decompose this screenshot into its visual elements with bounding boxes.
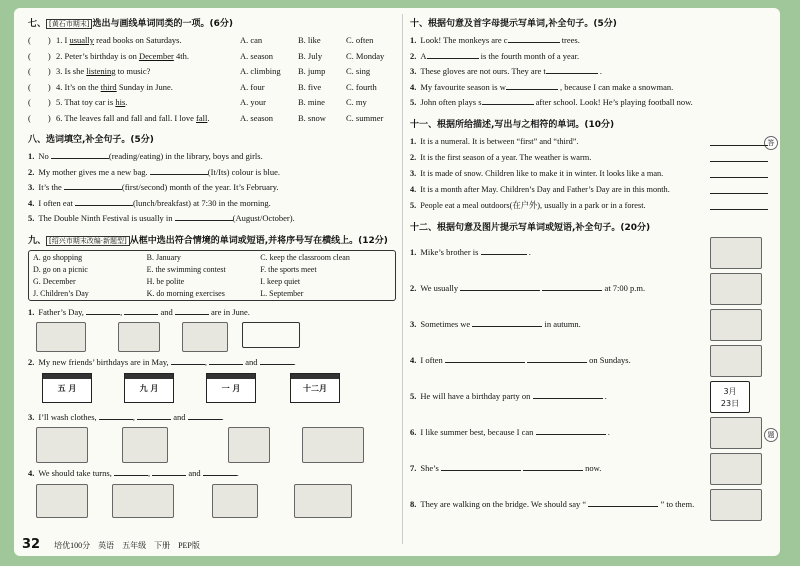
clean-classroom-picture	[294, 484, 352, 518]
option-item: D. go on a picnic	[33, 264, 88, 274]
dancing-picture	[710, 453, 762, 485]
q-number: 6.	[410, 426, 417, 437]
answer-blank[interactable]	[75, 196, 133, 206]
option-item: H. be polite	[146, 276, 185, 286]
question-text: She’s	[420, 462, 441, 473]
q-text: and	[160, 306, 173, 317]
option-a[interactable]: A. can	[240, 35, 263, 45]
q-text: and	[173, 411, 186, 422]
q-number: 5.	[28, 213, 35, 223]
bridge-picture	[710, 489, 762, 521]
fill-row	[410, 80, 772, 96]
picture-row	[410, 237, 772, 273]
answer-blank[interactable]	[546, 64, 598, 74]
answer-line[interactable]	[710, 193, 768, 194]
calendar-month: 3月	[723, 386, 737, 396]
section-8-title: 八、选词填空,补全句子。(5分)	[28, 135, 154, 145]
q-number: 1.	[28, 306, 35, 317]
answer-blank[interactable]	[99, 410, 133, 420]
question-text: It is the first season of a year. The weather is warm.	[420, 152, 592, 162]
swimmer-picture	[182, 322, 228, 352]
option-c[interactable]: C. Monday	[346, 50, 385, 61]
question-text: A	[420, 50, 427, 61]
picture-row	[410, 453, 772, 489]
running-picture	[122, 427, 168, 463]
question-text: .	[597, 66, 603, 76]
option-b[interactable]: B. like	[298, 35, 321, 45]
q-number: 4.	[410, 81, 417, 92]
question-text: 2. Peter’s birthday is on	[56, 50, 139, 61]
question-line	[410, 497, 694, 509]
section-11-title: 十一、根据所给描述,写出与之相符的单词。(10分)	[410, 119, 615, 130]
q3-pictures	[32, 427, 396, 463]
question-text: The Double Ninth Festival is usually in	[38, 213, 175, 223]
answer-blank[interactable]	[124, 305, 158, 315]
side-tab-bottom: 题	[764, 428, 778, 442]
option-c[interactable]: C. sing	[346, 66, 371, 76]
question-text: .	[207, 112, 210, 123]
q1-pictures	[32, 322, 396, 352]
answer-blank[interactable]	[203, 466, 237, 476]
mcq-row	[28, 64, 396, 80]
question-text: is the fourth month of a year.	[478, 50, 580, 61]
answer-blank[interactable]	[523, 461, 583, 471]
question-text: Look! The monkeys are c	[420, 35, 508, 45]
section-11-items	[410, 134, 772, 214]
left-column	[28, 14, 396, 521]
question-text: It is a month after May. Children’s Day and Father’s Day are in this month.	[420, 184, 670, 194]
swimming-picture	[228, 427, 270, 463]
question-text: trees.	[559, 35, 580, 45]
q-number: 2.	[28, 357, 35, 367]
describe-row	[410, 150, 772, 166]
option-b[interactable]: B. July	[298, 50, 323, 61]
section-9-q1: 1. Father’s Day, , and are in June.	[28, 306, 250, 317]
q-text: My new friends’ birthdays are in May,	[38, 357, 169, 367]
q-number: 3.	[28, 182, 35, 192]
q-text: We should take turns,	[38, 468, 112, 478]
answer-line[interactable]	[710, 145, 768, 146]
month-calendar: 十二月	[290, 373, 340, 403]
right-column	[410, 14, 772, 525]
classroom-picture	[118, 322, 160, 352]
side-tab-top: 答	[764, 136, 778, 150]
question-text: 3. Is she	[56, 66, 87, 76]
answer-paren[interactable]: ( )	[28, 81, 51, 92]
answer-line[interactable]	[710, 177, 768, 178]
q-text: I’ll wash clothes,	[38, 411, 97, 422]
question-text: I like summer best, because I can	[420, 426, 536, 437]
answer-blank[interactable]	[188, 410, 222, 420]
q-number: 3.	[410, 318, 417, 329]
q-number: 4.	[28, 197, 35, 208]
question-text: (reading/eating) in the library, boys and girls.	[108, 151, 263, 161]
polite-picture	[112, 484, 174, 518]
section-8-items	[28, 149, 396, 227]
answer-blank[interactable]	[209, 355, 243, 365]
section-10-title: 十、根据句意及首字母提示写单词,补全句子。(5分)	[410, 19, 617, 29]
q-number: 4.	[410, 184, 417, 194]
option-item: I. keep quiet	[260, 276, 301, 286]
picture-row	[410, 381, 772, 417]
picture-row	[410, 345, 772, 381]
answer-blank[interactable]	[481, 245, 527, 255]
answer-blank[interactable]	[482, 95, 534, 105]
question-text: (It/Its) colour is blue.	[207, 166, 281, 177]
question-text: Sometimes we	[420, 318, 473, 329]
swimming-picture	[710, 417, 762, 449]
question-text: (first/second) month of the year. It’s February.	[121, 182, 279, 192]
father-son-picture	[36, 322, 86, 352]
question-text: John often plays s	[420, 97, 482, 107]
question-text: on Sundays.	[587, 354, 631, 365]
answer-blank[interactable]	[445, 353, 525, 363]
option-b[interactable]: B. mine	[298, 97, 325, 107]
q-number: 8.	[410, 498, 417, 509]
answer-blank[interactable]	[150, 165, 208, 175]
section-9-title: 从框中选出符合情境的单词或短语,并将序号写在横线上。(12分)	[129, 235, 388, 246]
worksheet-page	[14, 8, 780, 556]
answer-blank[interactable]	[260, 355, 294, 365]
q-number: 2.	[28, 166, 35, 177]
q-number: 1.	[410, 246, 417, 257]
underlined-word: third	[100, 81, 117, 92]
question-text: These gloves are not ours. They are t	[420, 66, 546, 76]
question-text: .	[125, 97, 128, 107]
answer-blank[interactable]	[472, 317, 542, 327]
fill-row	[28, 165, 396, 181]
option-item: C. keep the classroom clean	[260, 252, 350, 262]
option-item: A. go shopping	[33, 252, 83, 262]
column-divider	[402, 14, 403, 544]
question-line	[410, 389, 607, 401]
question-line	[410, 425, 610, 437]
answer-blank[interactable]	[508, 33, 560, 43]
question-text: 4. It’s on the	[56, 81, 101, 92]
section-7-number: 七、	[28, 19, 47, 29]
answer-paren[interactable]: ( )	[28, 112, 51, 123]
answer-blank[interactable]	[542, 281, 602, 291]
answer-blank[interactable]	[427, 49, 479, 59]
picture-row	[410, 489, 772, 525]
option-c[interactable]: C. fourth	[346, 81, 377, 92]
q-number: 5.	[410, 390, 417, 401]
option-b[interactable]: B. snow	[298, 112, 326, 123]
answer-blank[interactable]	[86, 305, 120, 315]
fill-row	[28, 211, 396, 227]
q-text: and	[188, 468, 201, 478]
exercise-picture	[212, 484, 258, 518]
answer-blank[interactable]	[175, 211, 233, 221]
question-text: .	[602, 390, 607, 401]
family-dinner-picture	[710, 273, 762, 305]
option-box	[28, 250, 396, 301]
book-info: 培优100分 英语 五年级 下册 PEP版	[54, 541, 200, 550]
answer-paren[interactable]: ( )	[28, 35, 51, 45]
q-number: 1.	[410, 35, 417, 45]
underlined-word: listening	[86, 66, 116, 76]
section-9-tag: [绍兴市期末改编·新题型]	[46, 236, 130, 246]
option-item: J. Children’s Day	[33, 288, 89, 298]
answer-paren[interactable]: ( )	[28, 97, 51, 107]
fill-row	[28, 196, 396, 212]
question-text: after school. Look! He’s playing football now.	[533, 97, 693, 107]
q4-pictures	[32, 484, 396, 518]
question-text: My favourite season is w	[420, 81, 506, 92]
answer-blank[interactable]	[175, 305, 209, 315]
describe-row	[410, 198, 772, 214]
calendar-day: 23日	[720, 398, 740, 408]
question-line	[410, 245, 531, 257]
question-text: People eat a meal outdoors(在户外), usually in a park or in a forest.	[420, 200, 646, 210]
question-text: My mother gives me a new bag.	[38, 166, 150, 177]
question-text: 4th.	[173, 50, 189, 61]
mcq-row	[28, 49, 396, 65]
q2-calendars	[32, 373, 396, 407]
shopping-picture	[302, 427, 364, 463]
underlined-word: fall	[196, 112, 208, 123]
answer-blank[interactable]	[171, 355, 205, 365]
question-text: We usually	[420, 282, 461, 293]
question-text: I often eat	[38, 197, 75, 208]
underlined-word: his	[115, 97, 126, 107]
fill-row	[28, 149, 396, 165]
children-line-picture	[36, 484, 88, 518]
answer-paren[interactable]: ( )	[28, 66, 51, 76]
mcq-row	[28, 33, 396, 49]
option-b[interactable]: B. jump	[298, 66, 326, 76]
page-number: 32	[22, 537, 41, 552]
question-text: (August/October).	[232, 213, 295, 223]
q-number: 2.	[410, 282, 417, 293]
section-7-heading	[28, 16, 396, 29]
question-text: in autumn.	[542, 318, 581, 329]
picking-apples-picture	[710, 309, 762, 341]
q-number: 5.	[410, 97, 417, 107]
question-line	[410, 281, 645, 293]
question-text: 6. The leaves fall and fall and fall. I love	[56, 112, 197, 123]
section-7-items	[28, 33, 396, 126]
underlined-word: December	[138, 50, 174, 61]
question-text: No	[38, 151, 51, 161]
describe-row	[410, 182, 772, 198]
q-number: 1.	[410, 136, 417, 146]
answer-blank[interactable]	[506, 80, 558, 90]
q-number: 3.	[28, 411, 35, 422]
option-item: E. the swimming contest	[146, 264, 226, 274]
section-10-items	[410, 33, 772, 111]
section-12-items	[410, 237, 772, 525]
question-text: 1. I	[56, 35, 70, 45]
option-item: B. January	[146, 252, 181, 262]
picture-row	[410, 273, 772, 309]
answer-blank[interactable]	[137, 410, 171, 420]
fill-row	[410, 64, 772, 80]
question-text: now.	[583, 462, 602, 473]
question-line	[410, 317, 581, 329]
sports-field-picture	[242, 322, 300, 348]
option-a[interactable]: A. your	[240, 97, 266, 107]
answer-blank[interactable]	[152, 466, 186, 476]
underlined-word: usually	[69, 35, 95, 45]
q-number: 4.	[28, 468, 35, 478]
q-number: 4.	[410, 354, 417, 365]
describe-row	[410, 134, 772, 150]
fill-row	[410, 33, 772, 49]
question-text: Sunday in June.	[116, 81, 173, 92]
option-c[interactable]: C. my	[346, 97, 367, 107]
q-text: are in June.	[210, 306, 250, 317]
option-c[interactable]: C. summer	[346, 112, 384, 123]
answer-blank[interactable]	[527, 353, 587, 363]
section-9-heading	[28, 233, 396, 246]
q-number: 3.	[410, 66, 417, 76]
answer-blank[interactable]	[588, 497, 658, 507]
picnic-picture	[36, 427, 88, 463]
describe-row	[410, 166, 772, 182]
option-item: F. the sports meet	[260, 264, 317, 274]
option-a[interactable]: A. season	[240, 112, 274, 123]
month-calendar: 五 月	[42, 373, 92, 403]
mcq-row	[28, 111, 396, 127]
question-text: .	[526, 246, 531, 257]
question-text: 5. That toy car is	[56, 97, 116, 107]
question-text: at 7:00 p.m.	[602, 282, 646, 293]
question-text: It is a numeral. It is between “first” and “third”.	[420, 136, 579, 146]
mcq-row	[28, 80, 396, 96]
fill-row	[28, 180, 396, 196]
q-number: 7.	[410, 462, 417, 473]
option-c[interactable]: C. often	[346, 35, 374, 45]
q-number: 1.	[28, 151, 35, 161]
answer-paren[interactable]: ( )	[28, 50, 51, 61]
question-text: I often	[420, 354, 445, 365]
q-text: and	[245, 357, 258, 367]
answer-blank[interactable]	[441, 461, 521, 471]
question-line	[410, 353, 631, 365]
answer-blank[interactable]	[536, 425, 606, 435]
question-text: He will have a birthday party on	[420, 390, 533, 401]
q-number: 5.	[410, 200, 417, 210]
q-number: 3.	[410, 168, 417, 178]
fill-row	[410, 49, 772, 65]
option-a[interactable]: A. four	[240, 81, 265, 92]
option-item: K. do morning exercises	[146, 288, 225, 298]
section-9-q2: 2. My new friends’ birthdays are in May, , and .	[28, 357, 296, 367]
section-9-q4: 4. We should take turns, , and .	[28, 468, 239, 478]
answer-line[interactable]	[710, 209, 768, 210]
question-text: read books on Saturdays.	[94, 35, 182, 45]
question-text: ” to them.	[658, 498, 695, 509]
month-calendar: 一 月	[206, 373, 256, 403]
mcq-row	[28, 95, 396, 111]
section-9-q3: 3. I’ll wash clothes, , and .	[28, 411, 224, 422]
option-grid	[33, 253, 391, 298]
option-item: L. September	[260, 288, 304, 298]
q-number: 2.	[410, 152, 417, 162]
question-text: to music?	[115, 66, 151, 76]
answer-blank[interactable]	[533, 389, 603, 399]
section-7-tag: [黄石市期末]	[46, 19, 92, 29]
question-text: Mike’s brother is	[420, 246, 481, 257]
page-footer	[22, 537, 200, 552]
answer-blank[interactable]	[51, 149, 109, 159]
question-text: It’s the	[38, 182, 64, 192]
question-text: , because I can make a snowman.	[557, 81, 674, 92]
section-7-title: 选出与画线单词同类的一项。(6分)	[92, 19, 233, 29]
calendar-picture	[710, 381, 750, 413]
option-a[interactable]: A. season	[240, 50, 274, 61]
question-line	[410, 461, 601, 473]
q-number: 2.	[410, 50, 417, 61]
question-text: It is made of snow. Children like to make it in winter. It looks like a man.	[420, 168, 664, 178]
picture-row	[410, 417, 772, 453]
boy-picture	[710, 237, 762, 269]
question-text: They are walking on the bridge. We should say “	[420, 498, 589, 509]
option-a[interactable]: A. climbing	[240, 66, 281, 76]
picture-row	[410, 309, 772, 345]
option-b[interactable]: B. five	[298, 81, 322, 92]
answer-line[interactable]	[710, 161, 768, 162]
grandparents-picture	[710, 345, 762, 377]
month-calendar: 九 月	[124, 373, 174, 403]
question-text: .	[605, 426, 610, 437]
answer-blank[interactable]	[460, 281, 540, 291]
question-text: (lunch/breakfast) at 7:30 in the morning.	[132, 197, 271, 208]
section-9-number: 九、	[28, 235, 47, 246]
fill-row	[410, 95, 772, 111]
answer-blank[interactable]	[114, 466, 148, 476]
answer-blank[interactable]	[64, 180, 122, 190]
section-12-title: 十二、根据句意及图片提示写单词或短语,补全句子。(20分)	[410, 222, 651, 233]
q-text: Father’s Day,	[38, 306, 84, 317]
option-item: G. December	[33, 276, 76, 286]
